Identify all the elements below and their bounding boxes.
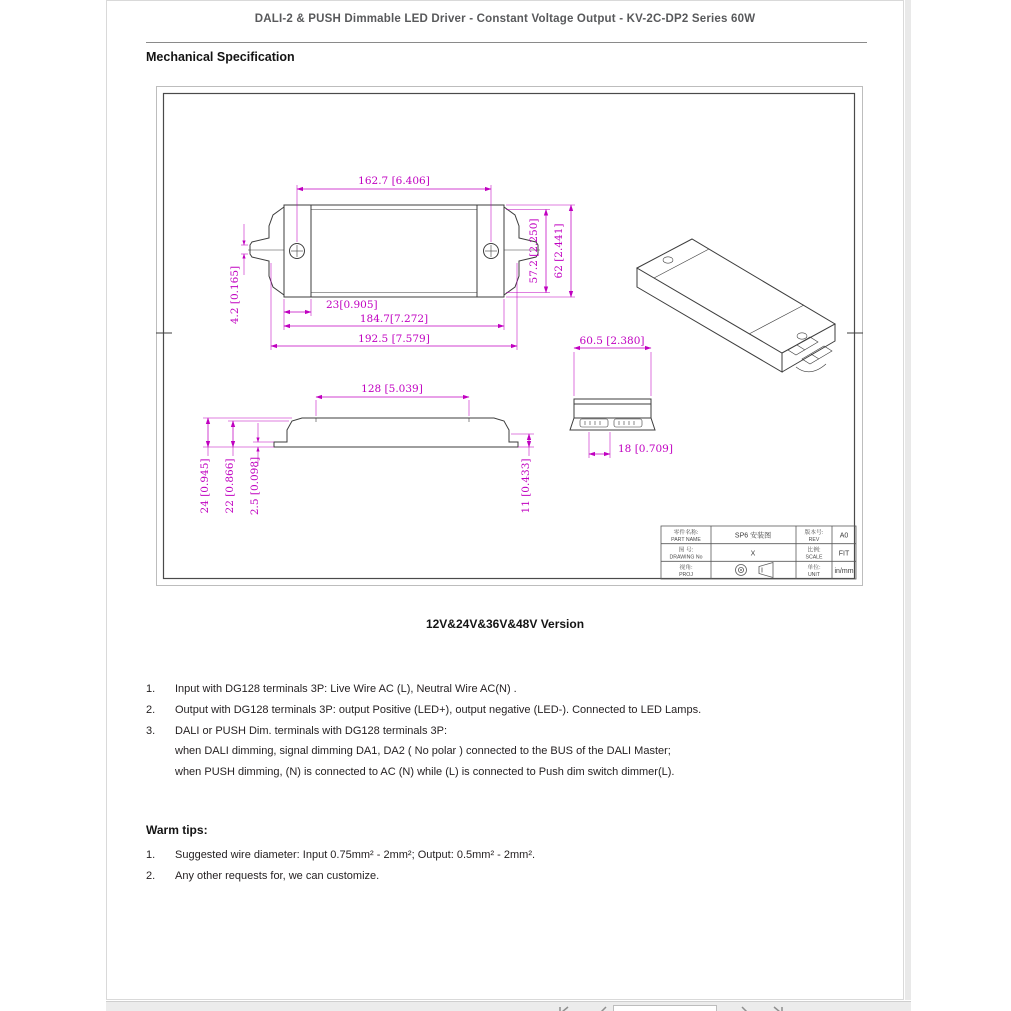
note-text: Input with DG128 terminals 3P: Live Wire AC (L), Neutral Wire AC(N) . <box>175 683 517 695</box>
proj-label-en: PROJ <box>679 572 693 578</box>
dim-height-outer: 62 [2.441] <box>553 223 565 279</box>
drawing-frame <box>156 87 863 586</box>
proj-label-cn: 视角: <box>679 565 693 571</box>
tip-text: Any other requests for, we can customize. <box>175 869 380 882</box>
projection-symbol-icon <box>736 563 774 578</box>
note-number: 2. <box>146 703 156 716</box>
title-block <box>661 526 856 579</box>
tip-text: Suggested wire diameter: Input 0.75mm² - 2mm²; Output: 0.5mm² - 2mm². <box>175 849 536 861</box>
unit-label-cn: 单位: <box>807 565 821 571</box>
part-name-label-cn: 零件名称: <box>673 530 699 536</box>
notes-list <box>146 679 866 783</box>
scale-label-en: SCALE <box>805 554 823 561</box>
part-name-label-en: PART NAME <box>671 537 701 543</box>
note-continuation: when PUSH dimming, (N) is connected to AC (N) while (L) is connected to Push dim switch dimmer(L). <box>175 766 675 779</box>
dim-base-thickness: 2.5 [0.098] <box>249 456 261 516</box>
dim-top-length: 128 [5.039] <box>361 383 423 395</box>
note-text: DALI or PUSH Dim. terminals with DG128 terminals 3P: <box>175 724 448 737</box>
dim-terminal-pitch: 18 [0.709] <box>618 443 673 455</box>
side-view <box>199 383 534 515</box>
drawing-no-value: X <box>750 550 756 558</box>
end-view <box>570 335 673 458</box>
dim-height-body: 22 [0.866] <box>224 458 236 514</box>
version-label: 12V&24V&36V&48V Version <box>425 617 585 631</box>
warm-tips-heading: Warm tips: <box>146 823 208 837</box>
document-page <box>106 0 904 1000</box>
first-page-icon[interactable] <box>557 1005 571 1011</box>
scale-label-cn: 比例: <box>807 547 821 554</box>
dim-hole-distance: 162.7 [6.406] <box>358 175 430 187</box>
list-item <box>146 700 866 721</box>
part-name-value: SP6 安装图 <box>734 532 772 540</box>
document-header-title: DALI-2 & PUSH Dimmable LED Driver - Constant Voltage Output - KV-2C-DP2 Series 60W <box>254 13 756 25</box>
rev-label-cn: 版本号: <box>804 530 824 536</box>
note-number: 1. <box>146 683 156 695</box>
dim-slot-width: 4.2 [0.165] <box>229 265 241 325</box>
drawing-no-label-cn: 图 号: <box>678 547 694 554</box>
note-text: Output with DG128 terminals 3P: output Positive (LED+), output negative (LED-). Connected to LED Lamps. <box>175 703 702 716</box>
ear-hole-right <box>797 333 807 339</box>
dim-height-inner: 57.2 [2.250] <box>528 218 540 284</box>
terminal-block-right <box>614 419 642 427</box>
mechanical-drawing <box>156 86 863 586</box>
header-divider <box>146 42 867 43</box>
unit-label-en: UNIT <box>807 572 821 578</box>
top-view <box>229 175 575 350</box>
terminal-block-left <box>580 419 608 427</box>
mechanical-drawing-svg <box>156 86 863 586</box>
dim-screw-offset: 23[0.905] <box>326 299 378 311</box>
isometric-view <box>637 239 835 372</box>
dim-body-length: 184.7[7.272] <box>359 313 429 325</box>
screw-right <box>484 244 499 259</box>
list-item <box>146 721 866 742</box>
connector-end <box>788 337 832 372</box>
dim-total-length: 192.5 [7.579] <box>358 333 430 345</box>
previous-page-icon[interactable] <box>597 1005 611 1011</box>
page-edge-shadow <box>905 0 911 1000</box>
dim-end-width: 60.5 [2.380] <box>579 335 645 347</box>
tip-number: 2. <box>146 869 156 882</box>
note-number: 3. <box>146 724 156 737</box>
rev-value: A0 <box>839 532 849 540</box>
scale-value: FIT <box>838 550 850 558</box>
dim-end-height: 11 [0.433] <box>520 458 532 514</box>
tip-number: 1. <box>146 849 156 861</box>
ear-hole-left <box>663 257 673 263</box>
warm-tips-list <box>146 845 866 886</box>
pager-toolbar <box>106 1001 911 1011</box>
screw-left <box>290 244 305 259</box>
last-page-icon[interactable] <box>771 1005 785 1011</box>
unit-value: in/mm <box>834 568 854 575</box>
page-number-input[interactable] <box>613 1005 717 1011</box>
note-continuation: when DALI dimming, signal dimming DA1, DA2 ( No polar ) connected to the BUS of the DALI Master; <box>175 745 671 758</box>
section-heading: Mechanical Specification <box>146 50 295 64</box>
drawing-no-label-en: DRAWING No <box>669 554 703 561</box>
list-item <box>146 679 866 700</box>
dim-height-overall: 24 [0.945] <box>199 458 211 514</box>
list-item <box>146 866 866 887</box>
rev-label-en: REV <box>808 537 820 543</box>
list-item <box>146 845 866 866</box>
next-page-icon[interactable] <box>737 1005 751 1011</box>
